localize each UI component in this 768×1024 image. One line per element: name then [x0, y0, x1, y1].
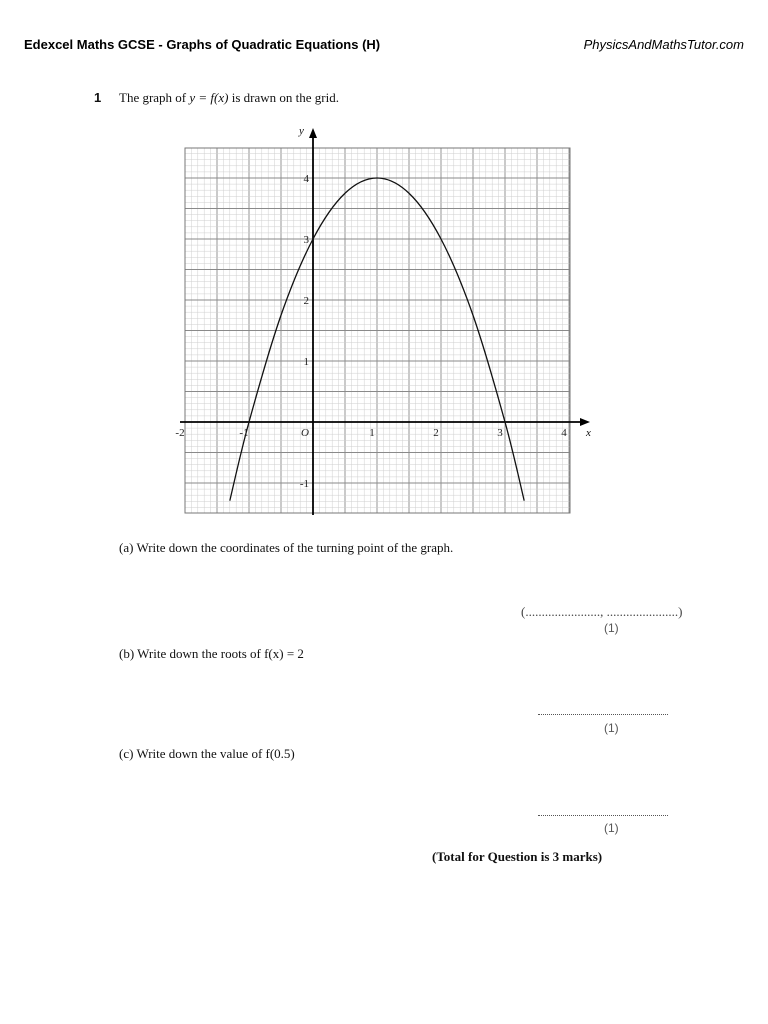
part-b-mark: (1)	[604, 721, 619, 735]
document-header-title: Edexcel Maths GCSE - Graphs of Quadratic Equations (H)	[24, 37, 381, 52]
y-axis-arrow	[309, 128, 317, 138]
quadratic-graph	[170, 120, 600, 520]
graph-grid	[185, 148, 570, 513]
y-tick-label: -1	[299, 478, 309, 490]
question-intro-before: The graph of	[119, 90, 190, 105]
x-tick-label: 4	[561, 427, 567, 439]
x-tick-label: 3	[497, 427, 503, 439]
y-tick-label: 4	[303, 173, 309, 185]
graph-axes	[180, 128, 590, 515]
x-tick-label: O	[301, 427, 309, 439]
part-a-mark: (1)	[604, 621, 619, 635]
part-b-question: (b) Write down the roots of f(x) = 2	[119, 646, 304, 661]
x-tick-label: -1	[239, 427, 249, 439]
part-c-mark: (1)	[604, 821, 619, 835]
question-intro	[119, 90, 339, 106]
y-tick-label: 3	[303, 234, 309, 246]
part-a-question: (a) Write down the coordinates of the turning point of the graph.	[119, 540, 454, 555]
x-tick-label: -2	[175, 427, 185, 439]
y-tick-label: 2	[303, 295, 309, 307]
part-c-answer-field[interactable]	[538, 815, 668, 816]
document-header-site: PhysicsAndMathsTutor.com	[583, 37, 744, 52]
x-tick-label: 2	[433, 427, 439, 439]
part-a-answer-field[interactable]: (......................., ......................)	[521, 604, 683, 619]
y-tick-label: 1	[303, 356, 309, 368]
x-axis-arrow	[580, 418, 590, 426]
x-tick-label: 1	[369, 427, 375, 439]
question-number: 1	[94, 90, 102, 105]
question-intro-after: is drawn on the grid.	[228, 90, 339, 105]
question-intro-func: y = f(x)	[189, 90, 229, 105]
part-b-answer-field[interactable]	[538, 714, 668, 715]
part-c-question: (c) Write down the value of f(0.5)	[119, 746, 295, 761]
x-axis-label: x	[586, 427, 591, 439]
question-total-marks: (Total for Question is 3 marks)	[432, 849, 603, 864]
y-axis-label: y	[299, 125, 304, 137]
